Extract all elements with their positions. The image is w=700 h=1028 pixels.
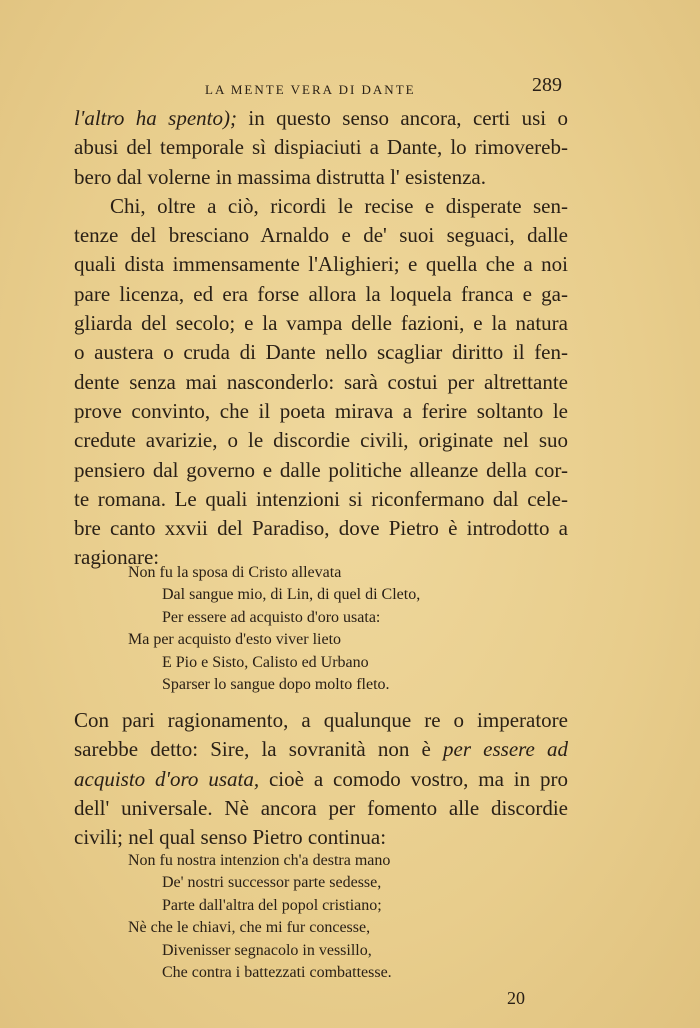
verse-line: Ma per acquisto d'esto viver lieto bbox=[128, 631, 342, 649]
text-line: dente senza mai nasconderlo: sarà costui per altrettante bbox=[74, 369, 568, 394]
body-text-middle bbox=[74, 706, 568, 852]
text-line: te romana. Le quali intenzioni si riconfermano dal cele- bbox=[74, 486, 568, 511]
paragraph-1 bbox=[74, 104, 568, 192]
text-span: in questo senso ancora, certi usi o bbox=[248, 106, 569, 130]
text-line: quali dista immensamente l'Alighieri; e quella che a noi bbox=[74, 252, 568, 277]
italic-quote: per essere ad bbox=[443, 737, 569, 762]
verse-line: Parte dall'altra del popol cristiano; bbox=[162, 896, 382, 914]
text-line: abusi del temporale sì dispiaciuti a Dante, lo rimovereb- bbox=[74, 135, 568, 160]
text-line: credute avarizie, o le discordie civili, originate nel suo bbox=[74, 428, 568, 453]
text-line: bre canto xxvii del Paradiso, dove Pietro è introdotto a bbox=[74, 516, 568, 541]
text-span: sarebbe detto: Sire, la sovranità non è bbox=[74, 737, 431, 762]
text-line: Con pari ragionamento, a qualunque re o imperatore bbox=[74, 708, 568, 732]
text-line: ragionare: bbox=[74, 545, 160, 570]
text-line: prove convinto, che il poeta mirava a ferire soltanto le bbox=[74, 398, 568, 423]
text-line bbox=[74, 104, 568, 133]
verse-line: Non fu la sposa di Cristo allevata bbox=[128, 564, 342, 581]
page-number: 289 bbox=[532, 74, 562, 96]
verse-quote-2 bbox=[128, 850, 392, 984]
verse-line: Non fu nostra intenzion ch'a destra mano bbox=[128, 852, 391, 869]
text-line: civili; nel qual senso Pietro continua: bbox=[74, 825, 387, 850]
paragraph-2 bbox=[74, 192, 568, 573]
signature-mark: 20 bbox=[507, 988, 525, 1008]
paragraph-3 bbox=[74, 706, 568, 852]
text-line bbox=[74, 735, 568, 764]
verse-line: De' nostri successor parte sedesse, bbox=[162, 874, 382, 892]
text-line: gliarda del secolo; e la vampa delle fazioni, e la natura bbox=[74, 311, 568, 336]
verse-line: Per essere ad acquisto d'oro usata: bbox=[162, 608, 381, 626]
italic-citation: l'altro ha spento); bbox=[74, 106, 237, 130]
italic-quote: acquisto d'oro usata, bbox=[74, 766, 260, 791]
text-line: pare licenza, ed era forse allora la loquela franca e ga- bbox=[74, 281, 568, 306]
text-line: dell' universale. Nè ancora per fomento alle discordie bbox=[74, 795, 568, 820]
verse-line: Che contra i battezzati combattesse. bbox=[162, 964, 392, 982]
verse-line: Dal sangue mio, di Lin, di quel di Cleto, bbox=[162, 586, 421, 604]
text-line: o austera o cruda di Dante nello scagliar diritto il fen- bbox=[74, 340, 568, 365]
text-line: Chi, oltre a ciò, ricordi le recise e disperate sen- bbox=[110, 193, 568, 218]
text-span: cioè a comodo vostro, ma in pro bbox=[268, 766, 569, 791]
verse-quote-1 bbox=[128, 562, 420, 696]
text-line: bero dal volerne in massima distrutta l' esistenza. bbox=[74, 164, 487, 189]
running-title: LA MENTE VERA DI DANTE bbox=[205, 82, 416, 97]
verse-line: Divenisser segnacolo in vessillo, bbox=[162, 941, 372, 959]
text-line bbox=[74, 765, 568, 794]
verse-line: E Pio e Sisto, Calisto ed Urbano bbox=[162, 653, 369, 671]
text-line: tenze del bresciano Arnaldo e de' suoi seguaci, dalle bbox=[74, 223, 568, 248]
body-text-top bbox=[74, 104, 568, 573]
text-line: pensiero dal governo e dalle politiche alleanze della cor- bbox=[74, 457, 568, 482]
verse-line: Sparser lo sangue dopo molto fleto. bbox=[162, 676, 390, 694]
verse-line: Nè che le chiavi, che mi fur concesse, bbox=[128, 919, 371, 937]
